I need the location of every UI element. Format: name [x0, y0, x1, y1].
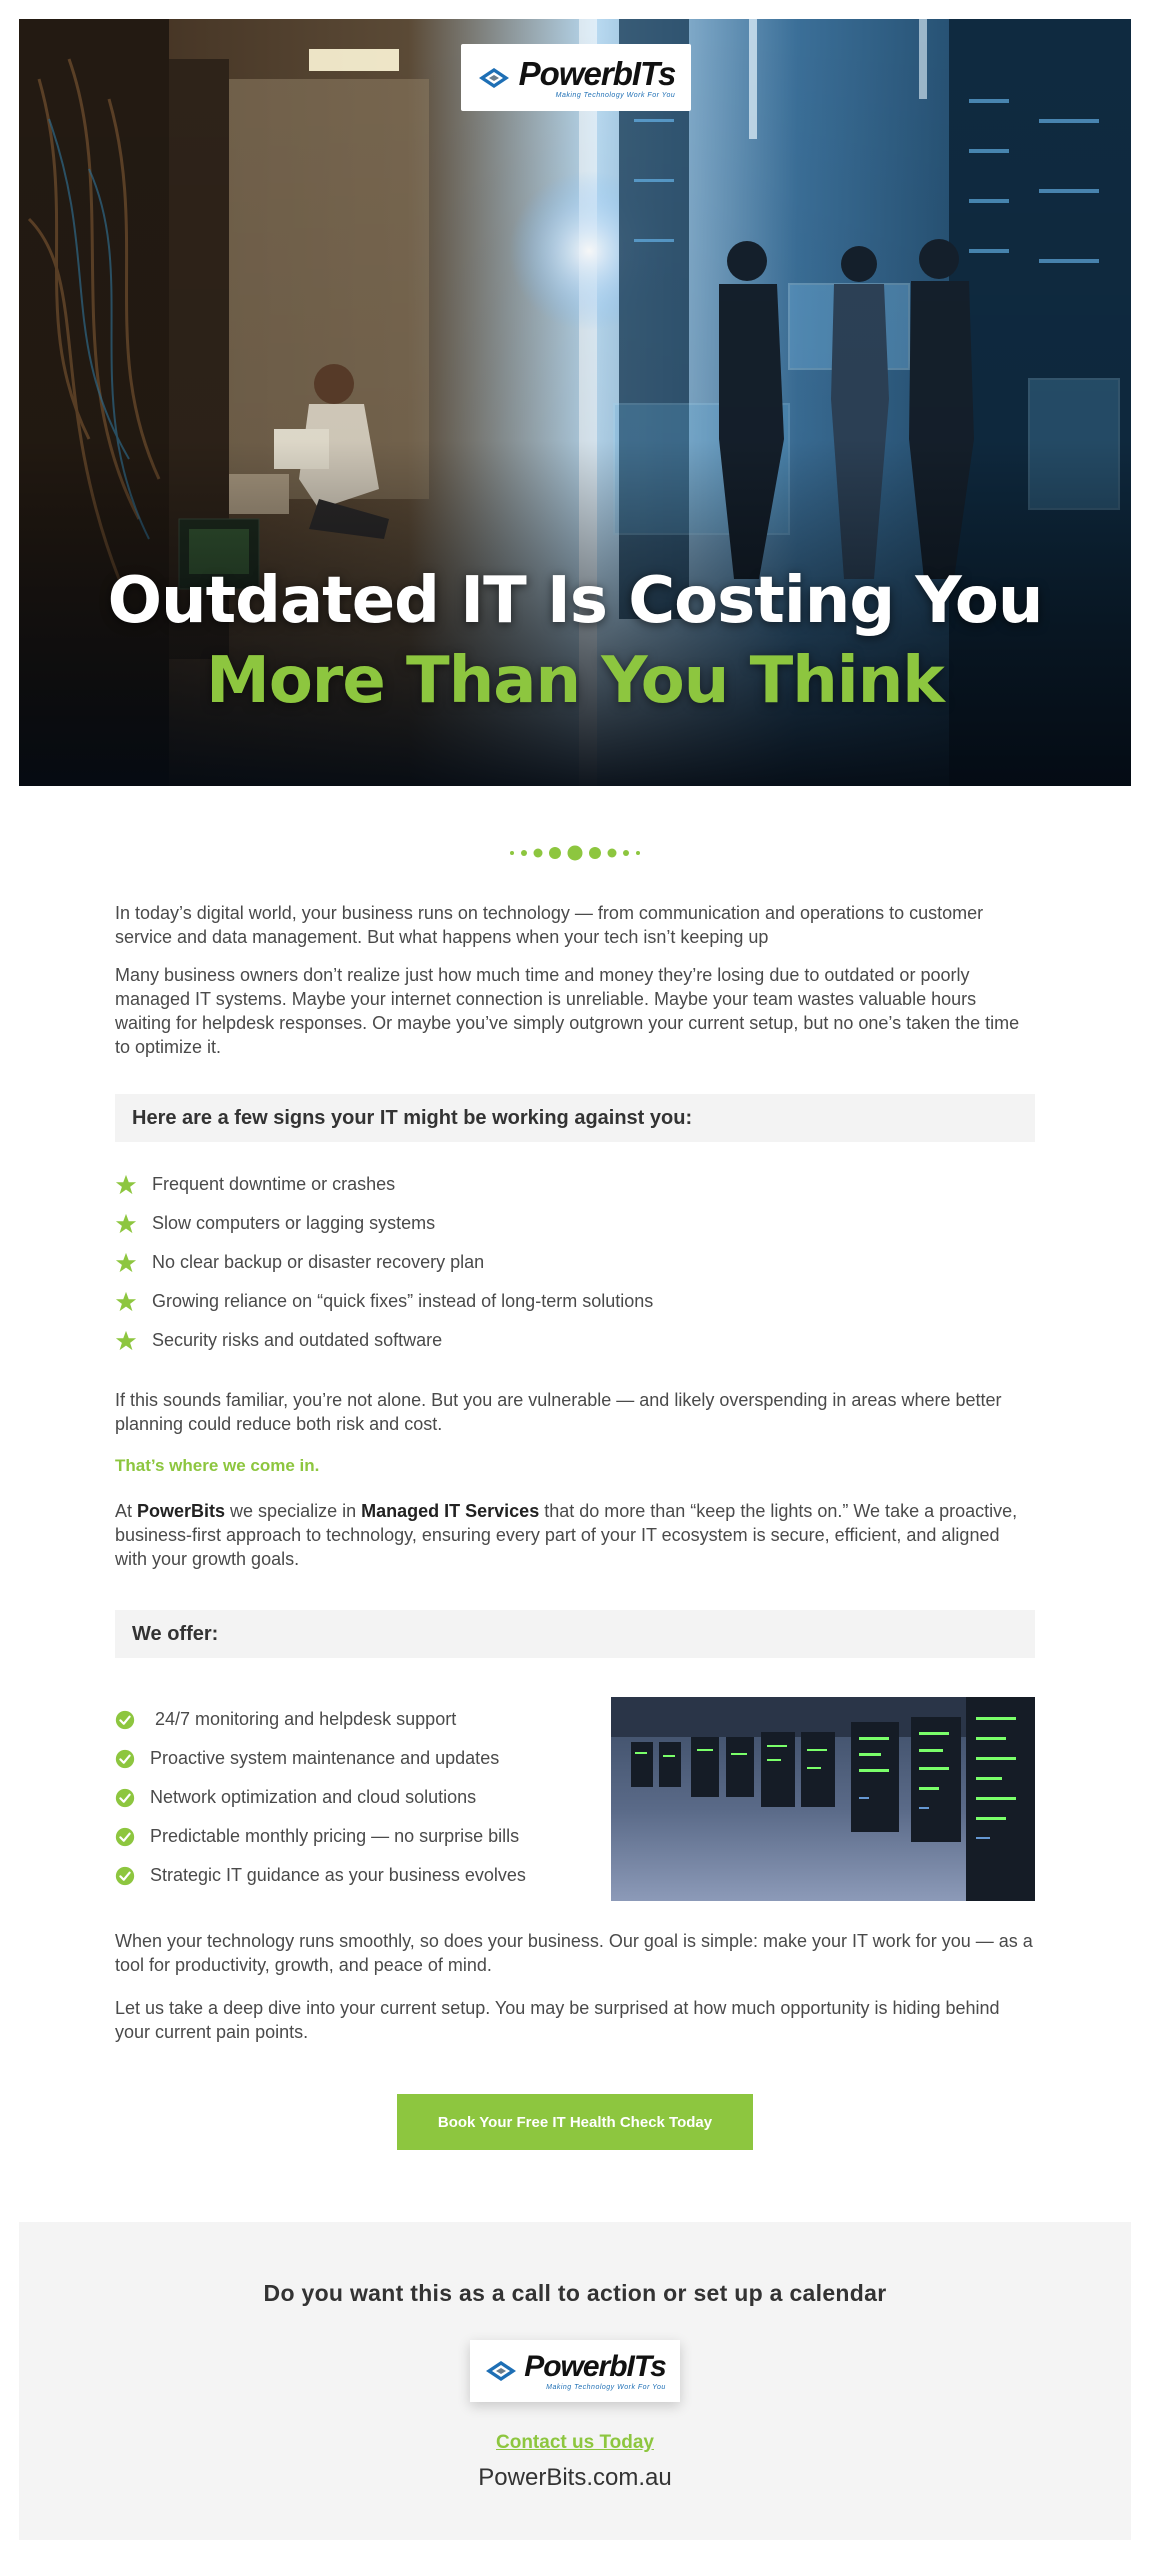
book-health-check-button[interactable]: Book Your Free IT Health Check Today [397, 2094, 753, 2150]
logo-wordmark: PowerbITs [518, 54, 676, 92]
list-item-text: Predictable monthly pricing — no surprise bills [150, 1826, 520, 1846]
contact-us-link[interactable]: Contact us Today [496, 2432, 654, 2453]
logo-tagline: Making Technology Work For You [546, 2383, 666, 2391]
list-item [115, 1817, 595, 1856]
offer-list [115, 1700, 595, 1895]
footer-heading: Do you want this as a call to action or set up a calendar [263, 2280, 887, 2306]
star-icon [115, 1252, 137, 1274]
logo-chip-icon [484, 2358, 518, 2384]
logo-wordmark: PowerbITs [524, 2349, 666, 2383]
closing-paragraph-1: When your technology runs smoothly, so does your business. Our goal is simple: make your IT work for you — as a tool for productivity, growth, and peace of mind. [115, 1931, 1033, 1975]
star-icon [115, 1213, 137, 1235]
logo-chip-icon [477, 65, 511, 91]
familiar-paragraph: If this sounds familiar, you’re not alone. But you are vulnerable — and likely overspending in areas where better planning could reduce both risk and cost. [115, 1390, 1002, 1434]
list-item-text: Proactive system maintenance and updates [150, 1748, 500, 1768]
about-text-a: At [115, 1501, 138, 1521]
closing-paragraph-2: Let us take a deep dive into your current setup. You may be surprised at how much opportunity is hiding behind your current pain points. [115, 1998, 1000, 2042]
signs-list [115, 1165, 815, 1360]
list-item-text: Slow computers or lagging systems [152, 1213, 436, 1233]
offer-heading: We offer: [115, 1610, 1035, 1658]
signs-heading: Here are a few signs your IT might be working against you: [115, 1094, 1035, 1142]
website-text: PowerBits.com.au [478, 2464, 672, 2491]
footer-section [19, 2222, 1131, 2540]
hero-banner [19, 19, 1131, 786]
brand-name: PowerBits [137, 1501, 226, 1521]
about-text-c: that do more than “keep the lights on.” We take a proactive, business-first approach to technology, ensuring every part of your IT ecosystem is secure, efficient, and aligned with your growth goals. [115, 1501, 1018, 1569]
check-circle-icon [115, 1710, 135, 1730]
list-item [115, 1700, 595, 1739]
check-circle-icon [115, 1749, 135, 1769]
star-icon [115, 1291, 137, 1313]
list-item [115, 1165, 815, 1204]
intro-paragraph-1: In today’s digital world, your business runs on technology — from communication and operations to customer service and data management. But what happens when your tech isn’t keeping up [115, 903, 984, 947]
list-item [115, 1204, 815, 1243]
list-item-text: No clear backup or disaster recovery plan [152, 1252, 485, 1272]
list-item-text: Strategic IT guidance as your business evolves [150, 1865, 526, 1885]
brand-logo[interactable] [461, 44, 691, 111]
dots-divider [0, 843, 1150, 863]
list-item [115, 1778, 595, 1817]
about-text-b: we specialize in [225, 1501, 362, 1521]
list-item [115, 1282, 815, 1321]
about-paragraph [115, 1499, 1035, 1571]
hero-title-line1: Outdated IT Is Costing You [107, 564, 1043, 638]
list-item-text: Security risks and outdated software [152, 1330, 443, 1350]
list-item-text: Growing reliance on “quick fixes” instead of long-term solutions [152, 1291, 654, 1311]
logo-tagline: Making Technology Work For You [555, 91, 676, 99]
check-circle-icon [115, 1827, 135, 1847]
datacenter-image [611, 1697, 1035, 1901]
star-icon [115, 1330, 137, 1352]
list-item-text: 24/7 monitoring and helpdesk support [150, 1709, 457, 1729]
footer-brand-logo[interactable] [470, 2340, 680, 2402]
list-item [115, 1739, 595, 1778]
check-circle-icon [115, 1788, 135, 1808]
accent-callout: That’s where we come in. [115, 1456, 320, 1475]
check-circle-icon [115, 1866, 135, 1886]
service-name: Managed IT Services [361, 1501, 540, 1521]
star-icon [115, 1174, 137, 1196]
hero-title-line2: More Than You Think [206, 644, 944, 718]
list-item [115, 1243, 815, 1282]
list-item [115, 1321, 815, 1360]
list-item [115, 1856, 595, 1895]
intro-paragraph-2: Many business owners don’t realize just how much time and money they’re losing due to outdated or poorly managed IT systems. Maybe your internet connection is unreliable. Maybe your team wastes valuable hours waiting for helpdesk responses. Or maybe you’ve simply outgrown your current setup, but no one’s taken the time to optimize it. [115, 965, 1020, 1057]
list-item-text: Frequent downtime or crashes [152, 1174, 396, 1194]
list-item-text: Network optimization and cloud solutions [150, 1787, 477, 1807]
